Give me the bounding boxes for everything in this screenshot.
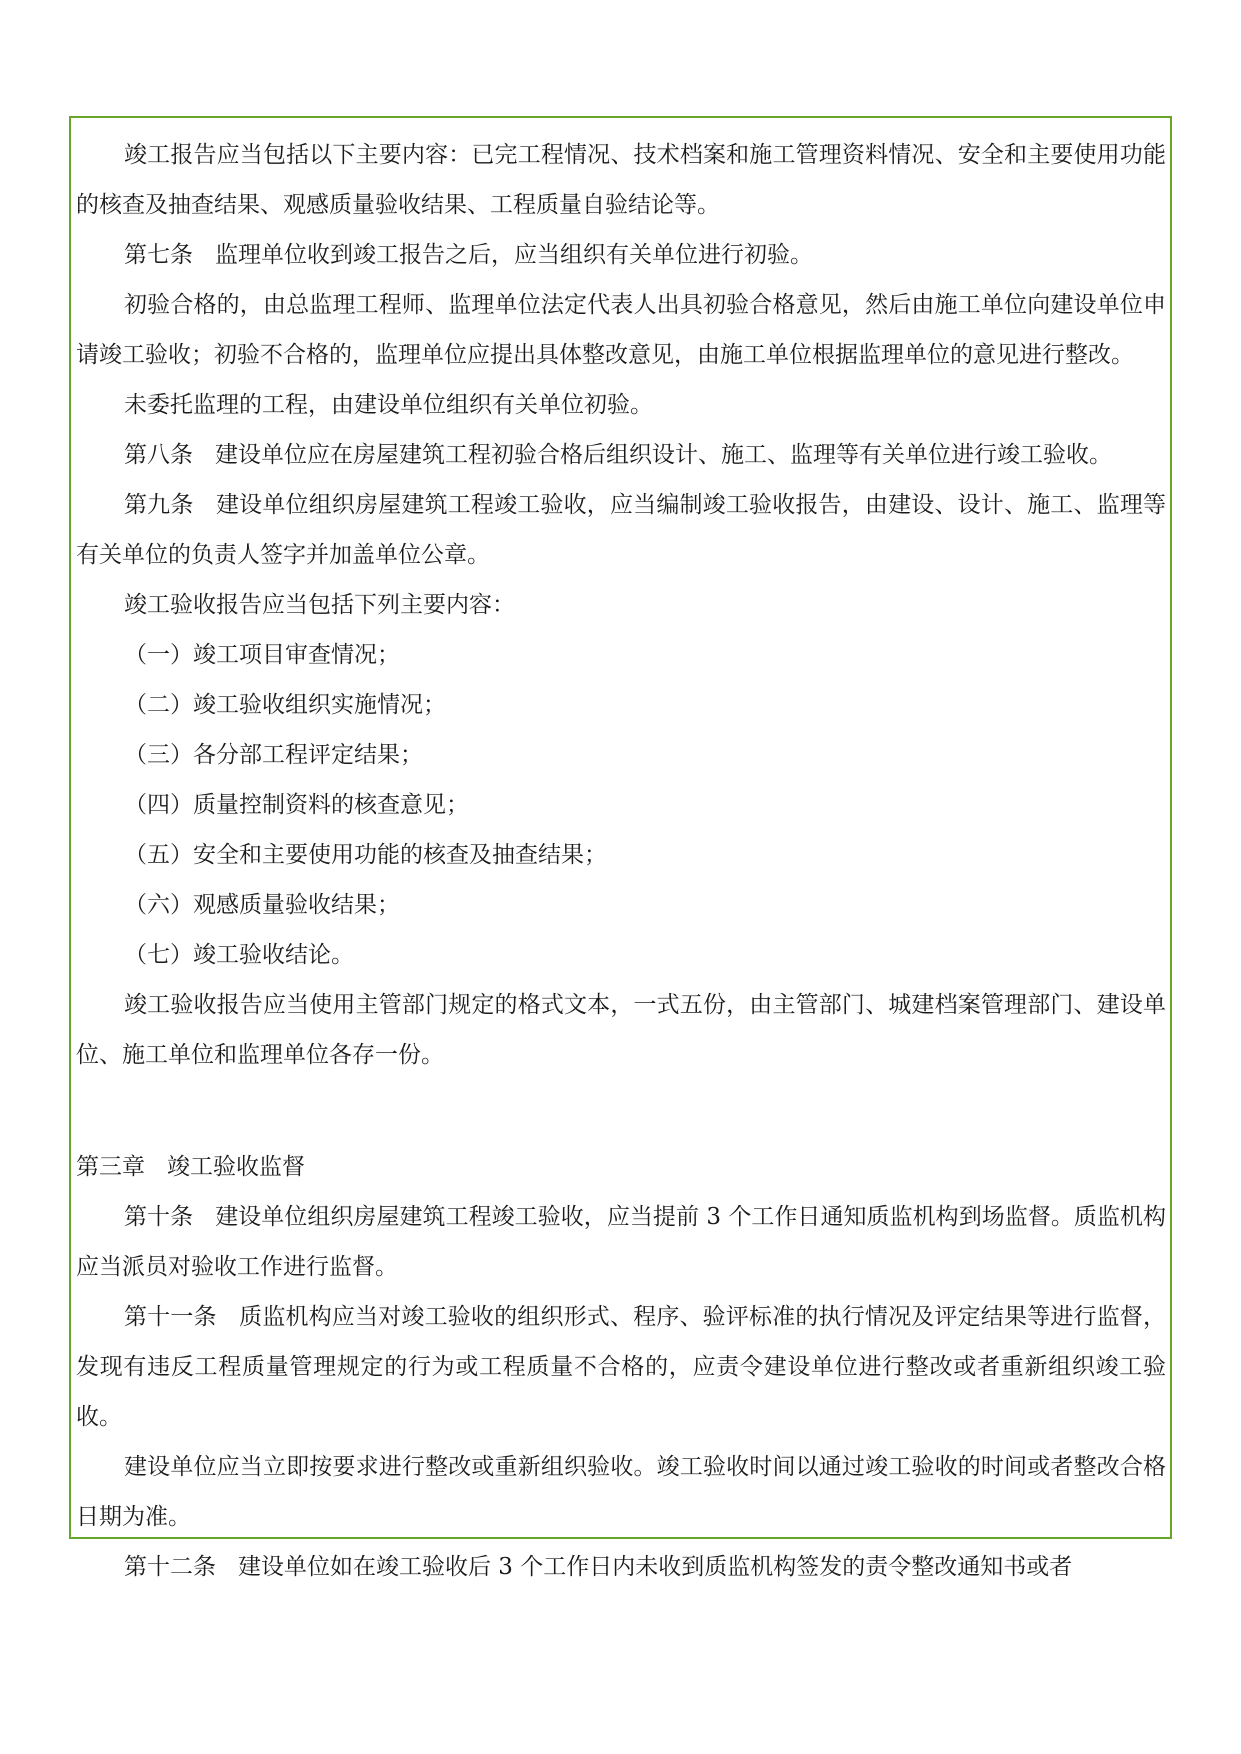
list-item: （一）竣工项目审查情况； — [124, 642, 400, 668]
paragraph: 竣工报告应当包括以下主要内容：已完工程情况、技术档案和施工管理资料情况、安全和主要使用功能的核查及抽查结果、观感质量验收结果、工程质量自验结论等。 — [76, 142, 1166, 218]
list-item: （六）观感质量验收结果； — [124, 892, 400, 918]
article-paragraph: 第十条 建设单位组织房屋建筑工程竣工验收，应当提前 3 个工作日通知质监机构到场监督。质监机构应当派员对验收工作进行监督。 — [76, 1204, 1167, 1280]
paragraph: 竣工验收报告应当使用主管部门规定的格式文本，一式五份，由主管部门、城建档案管理部门、建设单位、施工单位和监理单位各存一份。 — [76, 992, 1166, 1068]
document-body — [76, 130, 1166, 1592]
article-number: 第七条 — [124, 242, 193, 268]
chapter-title: 竣工验收监督 — [166, 1154, 305, 1180]
paragraph: 未委托监理的工程，由建设单位组织有关单位初验。 — [124, 392, 653, 418]
paragraph: 建设单位应当立即按要求进行整改或重新组织验收。竣工验收时间以通过竣工验收的时间或者整改合格日期为准。 — [76, 1454, 1166, 1530]
article-paragraph: 第十一条 质监机构应当对竣工验收的组织形式、程序、验评标准的执行情况及评定结果等进行监督，发现有违反工程质量管理规定的行为或工程质量不合格的，应责令建设单位进行整改或者重新组织竣工验收。 — [76, 1304, 1167, 1430]
article-number: 第八条 — [124, 442, 193, 468]
paragraph: 初验合格的，由总监理工程师、监理单位法定代表人出具初验合格意见，然后由施工单位向建设单位申请竣工验收；初验不合格的，监理单位应提出具体整改意见，由施工单位根据监理单位的意见进行整改。 — [76, 292, 1166, 368]
list-item: （七）竣工验收结论。 — [124, 942, 354, 968]
list-item: （四）质量控制资料的核查意见； — [124, 792, 469, 818]
article-number: 第十条 — [124, 1204, 194, 1230]
list-item: （五）安全和主要使用功能的核查及抽查结果； — [124, 842, 607, 868]
article-paragraph: 第八条 建设单位应在房屋建筑工程初验合格后组织设计、施工、监理等有关单位进行竣工验收。 — [124, 442, 1112, 468]
article-paragraph: 第十二条 建设单位如在竣工验收后 3 个工作日内未收到质监机构签发的责令整改通知书或者 — [124, 1554, 1073, 1580]
article-number: 第九条 — [124, 492, 194, 518]
article-number: 第十二条 — [124, 1554, 216, 1580]
article-paragraph: 第九条 建设单位组织房屋建筑工程竣工验收，应当编制竣工验收报告，由建设、设计、施工、监理等有关单位的负责人签字并加盖单位公章。 — [76, 492, 1167, 568]
list-item: （三）各分部工程评定结果； — [124, 742, 423, 768]
list-item: （二）竣工验收组织实施情况； — [124, 692, 446, 718]
chapter-number: 第三章 — [76, 1154, 145, 1180]
article-number: 第十一条 — [124, 1304, 217, 1330]
paragraph: 竣工验收报告应当包括下列主要内容： — [124, 592, 515, 618]
article-paragraph: 第七条 监理单位收到竣工报告之后，应当组织有关单位进行初验。 — [124, 242, 813, 268]
chapter-heading — [76, 1142, 1166, 1192]
